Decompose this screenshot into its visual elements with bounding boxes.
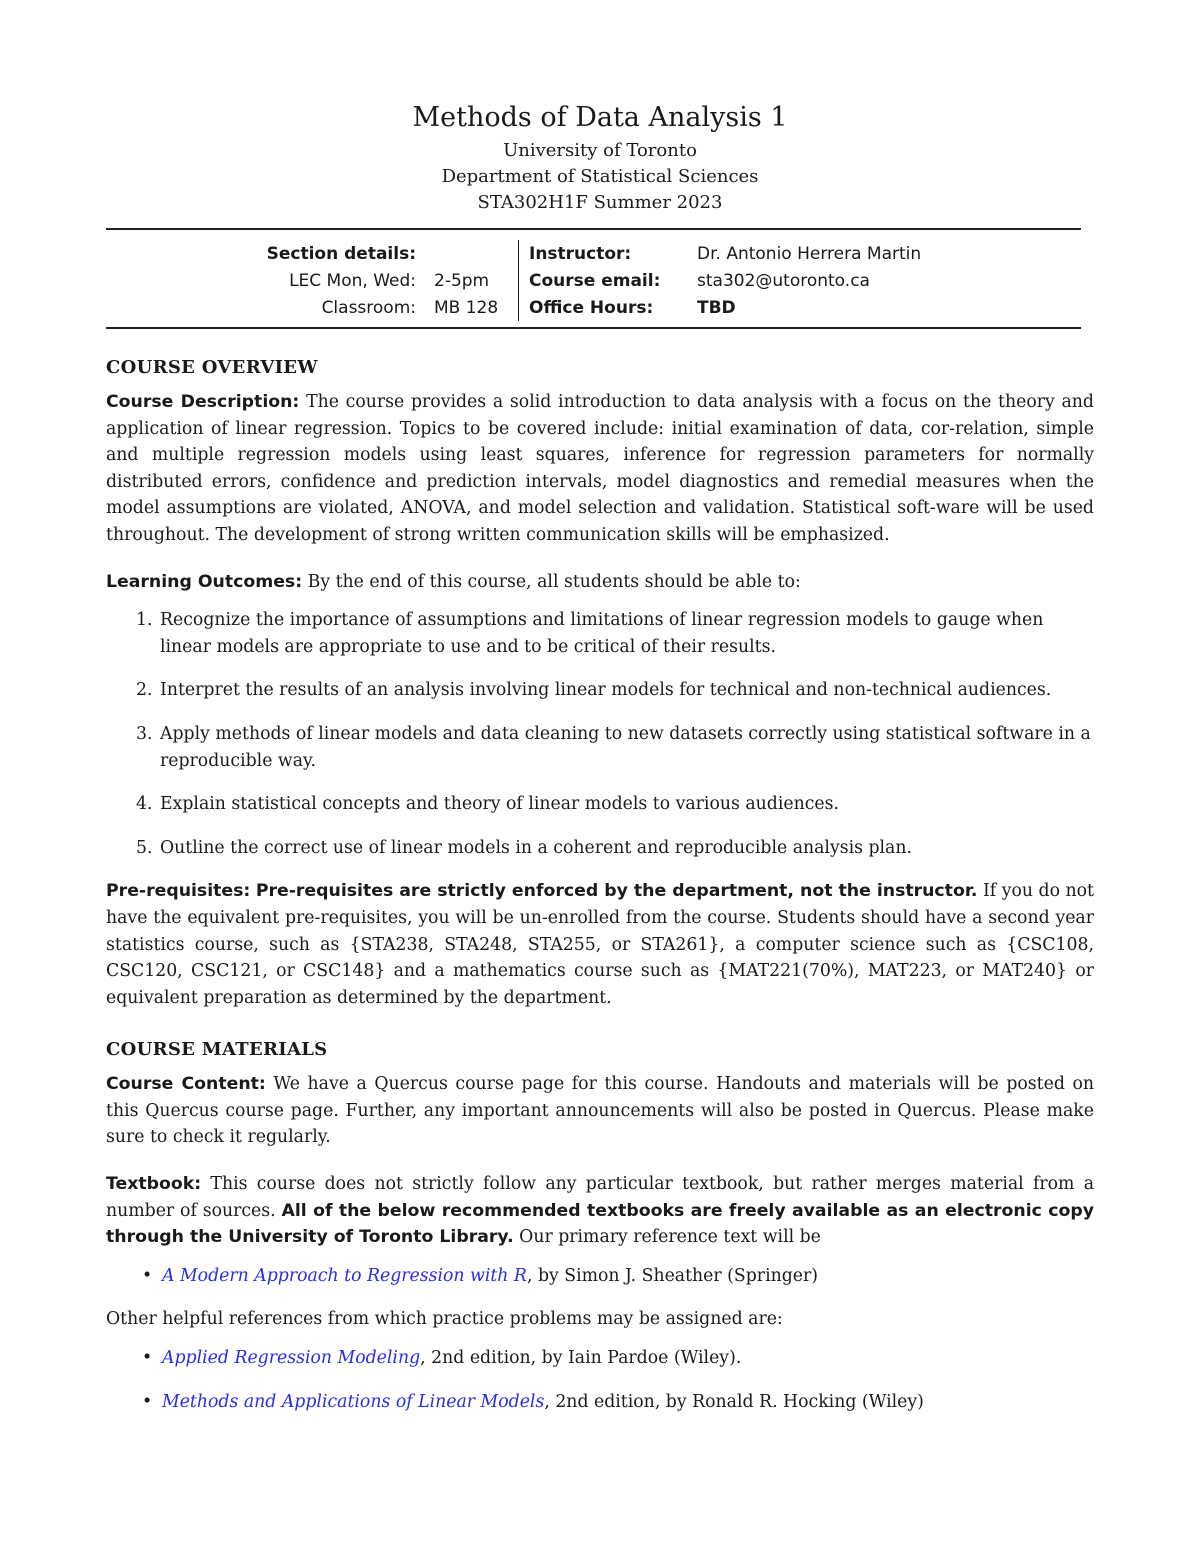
list-item: 2. Interpret the results of an analysis involving linear models for technical and non-technical audiences. [158,677,1094,704]
document-title: Methods of Data Analysis 1 [412,102,788,133]
textbook-text2: Our primary reference text will be [519,1227,821,1248]
instructor-value: Dr. Antonio Herrera Martin [697,243,922,264]
prerequisites-label: Pre-requisites: [106,881,251,902]
bottom-rule [106,327,1081,329]
section-details-label: Section details: [266,243,416,264]
department-name: Department of Statistical Sciences [441,166,759,187]
textbook-label: Textbook: [106,1174,202,1195]
course-content-text: We have a Quercus course page for this course. Handouts and materials will be posted on this Quercus course page. Further, any important announcements will also be posted in Quercus. Please make sure to check it regularly. [106,1074,1094,1148]
reference-rest: , 2nd edition, by Iain Pardoe (Wiley). [420,1348,742,1369]
learning-outcomes-intro: By the end of this course, all students should be able to: [307,571,801,592]
primary-textbook-rest: , by Simon J. Sheather (Springer) [526,1265,819,1286]
list-item [138,1389,1094,1416]
top-rule [106,228,1081,230]
textbook [106,1171,1094,1251]
lec-label: LEC Mon, Wed: [289,270,416,291]
primary-textbook-link[interactable]: A Modern Approach to Regression with R [162,1265,527,1286]
list-item: 5. Outline the correct use of linear models in a coherent and reproducible analysis plan. [158,835,1094,862]
reference-rest: , 2nd edition, by Ronald R. Hocking (Wiley) [544,1391,924,1412]
learning-outcomes [106,569,1094,596]
list-item: 1. Recognize the importance of assumptions and limitations of linear regression models to gauge when linear models are appropriate to use and to be critical of their results. [158,607,1094,660]
outcomes-list [106,607,1094,861]
university-name: University of Toronto [503,140,697,161]
other-references-intro: Other helpful references from which practice problems may be assigned are: [106,1309,783,1330]
bullet-icon: • [142,1391,153,1412]
list-item [138,1263,1094,1290]
syllabus-page [106,98,1094,1432]
course-term: STA302H1F Summer 2023 [477,192,723,213]
list-item: 4. Explain statistical concepts and theory of linear models to various audiences. [158,791,1094,818]
course-description-text: The course provides a solid introduction to data analysis with a focus on the theory and application of linear regression. Topics to be covered include: initial examination of data, cor-relation, simple and multiple regression models using least squares, inference for regression parameters for normally distributed errors, confidence and prediction intervals, model diagnostics and remedial measures when the model assumptions are violated, ANOVA, and model selection and validation. Statistical soft-ware will be used throughout. The development of strong written communication skills will be emphasized. [106,392,1094,545]
course-description-label: Course Description: [106,392,300,412]
other-references-list [106,1345,1094,1415]
list-item [138,1345,1094,1372]
office-hours-label: Office Hours: [519,294,690,321]
course-content [106,1071,1094,1151]
course-description [106,389,1094,549]
learning-outcomes-label: Learning Outcomes: [106,571,303,592]
list-item: 3. Apply methods of linear models and data cleaning to new datasets correctly using statistical software in a reproducible way. [158,721,1094,774]
textbook-text1: This course does not strictly follow any particular textbook, but rather merges material from a number of sources. [106,1174,1094,1221]
bullet-icon: • [142,1348,153,1369]
textbook-bold: All of the below recommended textbooks are freely available as an electronic copy through the University of Toronto Library. [106,1200,1094,1248]
course-email-label: Course email: [519,267,690,294]
prerequisites-bold: Pre-requisites are strictly enforced by the department, not the instructor. [255,881,978,902]
course-content-label: Course Content: [106,1074,266,1095]
course-materials-heading: COURSE MATERIALS [106,1039,328,1061]
prerequisites-text: If you do not have the equivalent pre-requisites, you will be un-enrolled from the course. Students should have a second year statistics course, such as {STA238, STA248, STA255, or STA261}, a computer science such as {CSC108, CSC120, CSC121, or CSC148} and a mathematics course such as {MAT221(70%), MAT223, or MAT240} or equivalent preparation as determined by the department. [106,881,1094,1008]
course-details-table [256,240,921,321]
reference-link[interactable]: Applied Regression Modeling [162,1348,421,1369]
classroom-value: MB 128 [434,297,499,318]
reference-link[interactable]: Methods and Applications of Linear Models [162,1391,545,1412]
office-hours-value: TBD [697,297,736,318]
lec-value: 2-5pm [434,270,490,291]
classroom-label: Classroom: [321,297,416,318]
prerequisites [106,878,1094,1011]
primary-text-list [106,1263,1094,1290]
course-email-value[interactable]: sta302@utoronto.ca [697,270,870,291]
bullet-icon: • [142,1265,153,1286]
course-overview-heading: COURSE OVERVIEW [106,357,318,378]
instructor-label: Instructor: [519,240,690,267]
